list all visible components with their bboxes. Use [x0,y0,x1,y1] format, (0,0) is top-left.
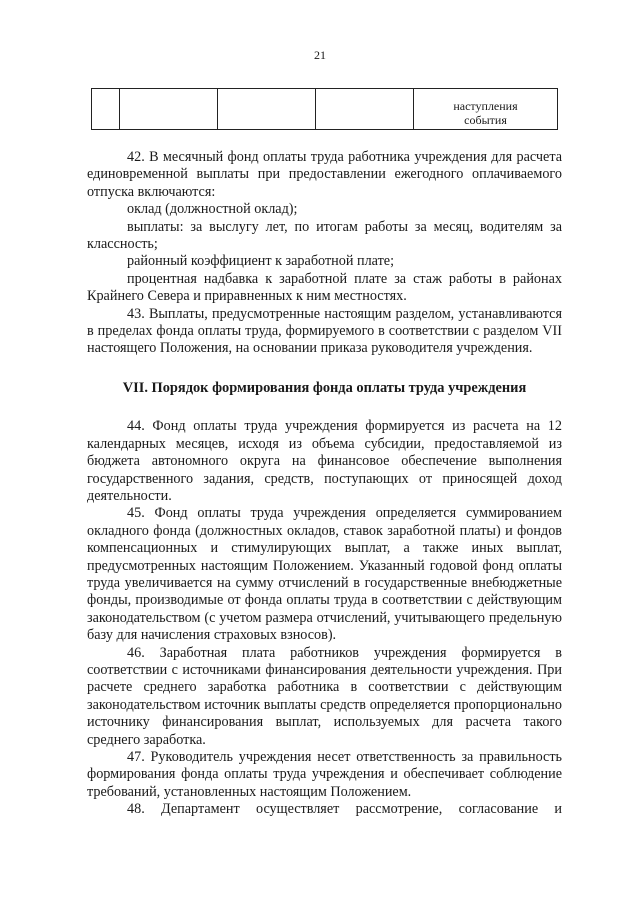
paragraph-42-item: оклад (должностной оклад); [127,201,298,218]
paragraph-42-item: районный коэффициент к заработной плате; [127,253,395,270]
table-cell [120,89,218,130]
document-body [87,149,562,819]
table-cell [316,89,414,130]
table-cell-event [414,89,558,130]
table-cell [92,89,120,130]
paragraph-42-item: выплаты: за выслугу лет, по итогам работы за месяц, водителям за классность; [87,218,562,253]
paragraph-44: 44. Фонд оплаты труда учреждения формируется из расчета на 12 календарных месяцев, исходя из объема субсидии, предоставляемой из бюджета автономного округа на финансовое обеспечение выполнения государственного задания, средств, поступающих от приносящей доход деятельности. [87,418,562,504]
paragraph-47: 47. Руководитель учреждения несет ответственность за правильность формирования фонда оплаты труда учреждения и обеспечивает соблюдение требований, установленных настоящим Положением. [87,749,562,800]
paragraph-42-item: процентная надбавка к заработной плате за стаж работы в районах Крайнего Севера и приравненных к ним местностях. [87,270,562,305]
paragraph-46: 46. Заработная плата работников учреждения формируется в соответствии с источниками финансирования деятельности учреждения. При расчете среднего заработка работника в соответствии с действующим законодательством источник выплаты средств определяется пропорционально источнику финансирования выплат, используемых для расчета такого среднего заработка. [87,644,562,748]
paragraph-45: 45. Фонд оплаты труда учреждения определяется суммированием окладного фонда (должностных окладов, ставок заработной платы) и фондов компенсационных и стимулирующих выплат, а также иных выплат, предусмотренных настоящим Положением. Указанный годовой фонд оплаты труда увеличивается на сумму отчислений в государственные внебюджетные фонды, производимые от фонда оплаты труда в соответствии с действующим законодательством (с учетом размера отчислений, учитывающего предельную базу для начисления страховых взносов). [87,505,562,644]
table-cell-line: события [464,113,507,127]
continued-table [91,88,558,130]
page-number: 21 [314,48,326,62]
table-row [92,89,558,130]
paragraph-48: 48. Департамент осуществляет рассмотрение, согласование и [127,801,562,818]
table-cell-line: наступления [453,99,518,113]
table-cell [218,89,316,130]
paragraph-42: 42. В месячный фонд оплаты труда работника учреждения для расчета единовременной выплаты при предоставлении ежегодного оплачиваемого отпуска включаются: [87,149,562,200]
section-heading: VII. Порядок формирования фонда оплаты труда учреждения [122,379,527,396]
paragraph-43: 43. Выплаты, предусмотренные настоящим разделом, устанавливаются в пределах фонда оплаты труда, формируемого в соответствии с разделом VII настоящего Положения, на основании приказа руководителя учреждения. [87,305,562,357]
